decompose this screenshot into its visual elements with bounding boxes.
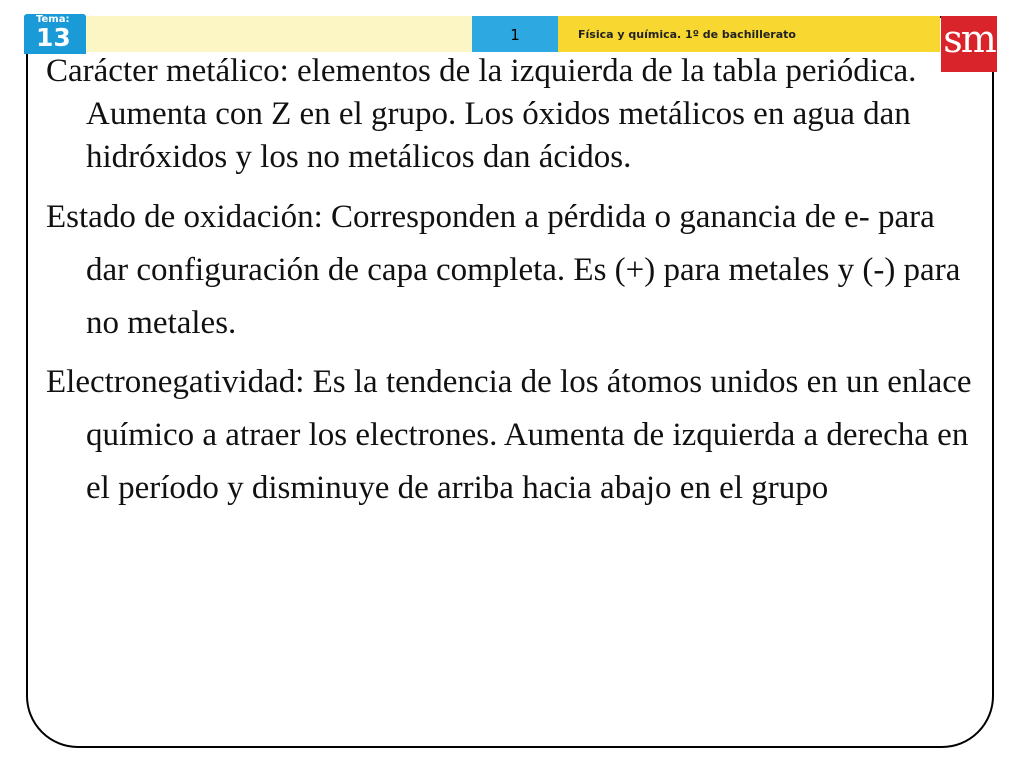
page-number: 1: [472, 16, 558, 52]
sm-logo: sm: [941, 16, 997, 72]
paragraph-caracter-metalico: Carácter metálico: elementos de la izquierda de la tabla periódica. Aumenta con Z en el grupo. Los óxidos metálicos en agua dan hidróxidos y los no metálicos dan ácidos.: [46, 53, 917, 175]
paragraph-estado-oxidacion: Estado de oxidación: Corresponden a pérdida o ganancia de e- para dar configuración de capa completa. Es (+) para metales y (-) para no metales.: [46, 199, 961, 341]
slide-content: [46, 50, 976, 515]
tema-label: Tema:: [36, 14, 70, 25]
header-pale-band: [86, 16, 472, 52]
tema-number: 13: [36, 23, 71, 52]
subject-title: Física y química. 1º de bachillerato: [558, 16, 940, 52]
paragraph-electronegatividad: Electronegatividad: Es la tendencia de los átomos unidos en un enlace químico a atraer los electrones. Aumenta de izquierda a derecha en el período y disminuye de arriba hacia abajo en el grupo: [46, 364, 972, 506]
